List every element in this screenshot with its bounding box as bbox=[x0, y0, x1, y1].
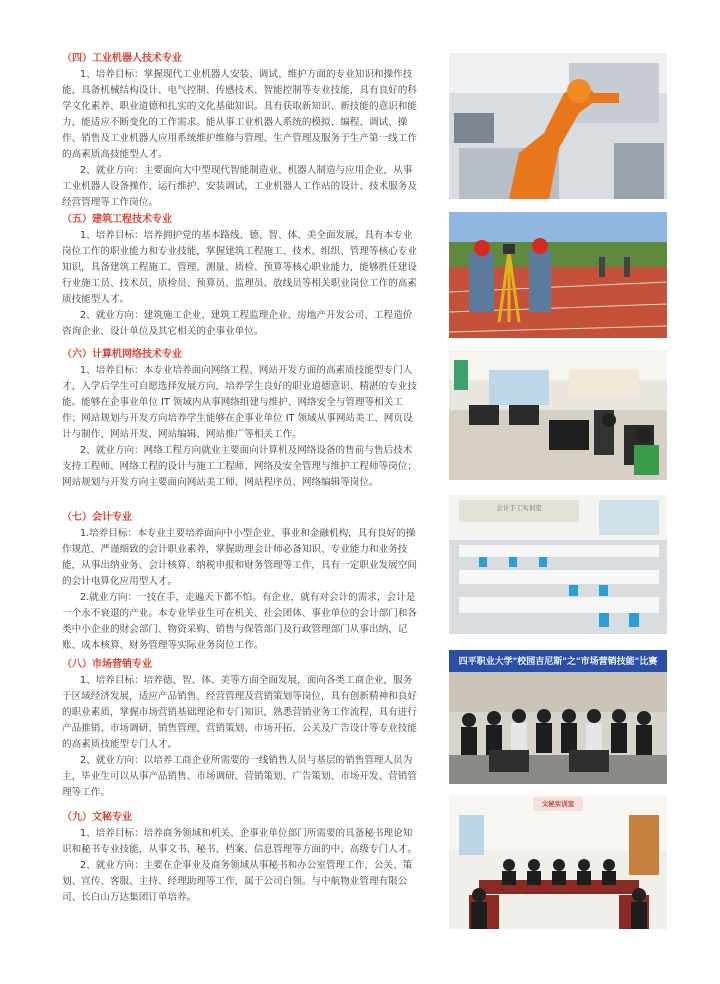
section-title: （五）建筑工程技术专业 bbox=[62, 214, 172, 225]
section-accounting bbox=[62, 510, 418, 654]
section-paragraph: 1、培养目标：培养拥护党的基本路线、德、智、体、美全面发展，具有本专业岗位工作的职业能力和专业技能，掌握建筑工程施工、技术、组织、管理等核心专业知识，具备建筑工程施工、管理、测量、质检、预算等核心职业能力，能够胜任建设行业施工员、技术员、质检员、预算员、监理员、放线员等相关职业岗位工作的高素质技能型人才。 bbox=[62, 230, 417, 305]
section-paragraph: 2、就业方向：网络工程方向就业主要面向计算机及网络设备的售前与售后技术支持工程师、网络工程的设计与施工工程师、网络及安全管理与维护工程师等岗位；网站规划与开发方向主要面向网站美工师、网站程序员、网络编辑等岗位。 bbox=[62, 445, 417, 488]
section-paragraph: 1、培养目标：本专业培养面向网络工程、网站开发方面的高素质技能型专门人才，入学后学生可自愿选择发展方向，培养学生良好的职业道德意识、精湛的专业技能。能够在企事业单位 IT 领域内从事网络组建与维护、网络安全与管理等相关工作；网站规划与开发方向培养学生能够在企事业单位 IT 领域从事网站美工、网页设计与制作、网站开发、网站编辑、网站推广等相关工作。 bbox=[62, 365, 417, 440]
section-title: （四）工业机器人技术专业 bbox=[62, 53, 182, 64]
classroom-sign: 文秘实训室 bbox=[541, 800, 575, 808]
section-paragraph: 1、培养目标：掌握现代工业机器人安装、调试、维护方面的专业知识和操作技能，具备机械结构设计、电气控制、传感技术、智能控制等专业技能，具有良好的科学文化素养、职业道德和扎实的文化基础知识。具有获取新知识、新技能的意识和能力，能适应不断变化的工作需求。能从事工业机器人系统的模拟、编程、调试、操作、销售及工业机器人应用系统维护维修与管理、生产管理及服务于生产第一线工作的高素质高技能型人才。 bbox=[62, 69, 417, 160]
section-paragraph: 1、培养目标：培养商务领域和机关、企事业单位部门所需要的具备秘书理论知识和秘书专业技能，从事文书、秘书、档案、信息管理等方面的中、高级专门人才。 bbox=[62, 828, 417, 855]
section-paragraph: 1.培养目标：本专业主要培养面向中小型企业、事业和金融机构，具有良好的操作规范、严谨细致的会计职业素养，掌握助理会计师必备知识、专业能力和业务技能，从事出纳业务、会计核算、纳税申报和财务管理等工作，具有一定职业发展空间的会计电算化应用型人才。 bbox=[62, 528, 417, 587]
section-construction bbox=[62, 212, 418, 340]
accounting-classroom-photo bbox=[449, 495, 667, 634]
surveying-practice-photo bbox=[449, 212, 667, 338]
section-paragraph: 2、就业方向：主要在企事业及商务领域从事秘书和办公室管理工作，公关、策划、宣传、客服、主持、经理助理等工作，属于公司白领。与中航物业管理有限公司、长白山万达集团订单培养。 bbox=[62, 860, 413, 903]
competition-banner: 四平职业大学"校园吉尼斯"之"市场营销技能"比赛 bbox=[458, 657, 658, 667]
section-industrial-robot bbox=[62, 51, 418, 211]
industrial-robot-lab-photo bbox=[449, 53, 667, 199]
marketing-competition-photo bbox=[449, 650, 667, 784]
section-marketing bbox=[62, 657, 418, 801]
section-paragraph: 2、就业方向：建筑施工企业、建筑工程监理企业、房地产开发公司、工程造价咨询企业、设计单位及其它相关的企事业单位。 bbox=[62, 310, 413, 337]
classroom-panel-text: 会计手工实训室 bbox=[496, 504, 542, 512]
section-secretarial bbox=[62, 810, 418, 906]
section-title: （六）计算机网络技术专业 bbox=[62, 349, 182, 360]
secretarial-training-photo bbox=[449, 795, 667, 929]
section-network bbox=[62, 347, 418, 491]
section-paragraph: 2.就业方向：一技在手，走遍天下都不怕。有企业，就有对会计的需求，会计是一个永不衰退的产业。本专业毕业生可在机关、社会团体、事业单位的会计部门和各类中小企业的财会部门、物资采购、销售与保管部门及行政管理部门从事出纳、记账、成本核算、财务管理等实际业务岗位工作。 bbox=[62, 592, 417, 651]
section-title: （七）会计专业 bbox=[62, 512, 132, 523]
section-title: （八）市场营销专业 bbox=[62, 659, 152, 670]
section-title: （九）文秘专业 bbox=[62, 812, 132, 823]
section-paragraph: 1、培养目标：培养德、智、体、美等方面全面发展，面向各类工商企业，服务于区域经济发展，适应产品销售、经营管理及营销策划等岗位，具有创新精神和良好的职业素质，掌握市场营销基础理论和专门知识，熟悉营销业务工作流程，具有进行产品推销、市场调研、销售管理、营销策划、市场开拓、公关及广告设计等专业技能的高素质技能型专门人才。 bbox=[62, 675, 417, 750]
computer-lab-photo bbox=[449, 350, 667, 480]
section-paragraph: 2、就业方向：主要面向大中型现代智能制造业、机器人制造与应用企业，从事工业机器人设备操作、运行维护、安装调试，工业机器人工作站的设计、技术服务及经营管理等工作岗位。 bbox=[62, 165, 417, 208]
section-paragraph: 2、就业方向：以培养工商企业所需要的一线销售人员与基层的销售管理人员为主，毕业生可以从事产品销售、市场调研、营销策划、广告策划、市场开发、营销管理等工作。 bbox=[62, 755, 417, 798]
